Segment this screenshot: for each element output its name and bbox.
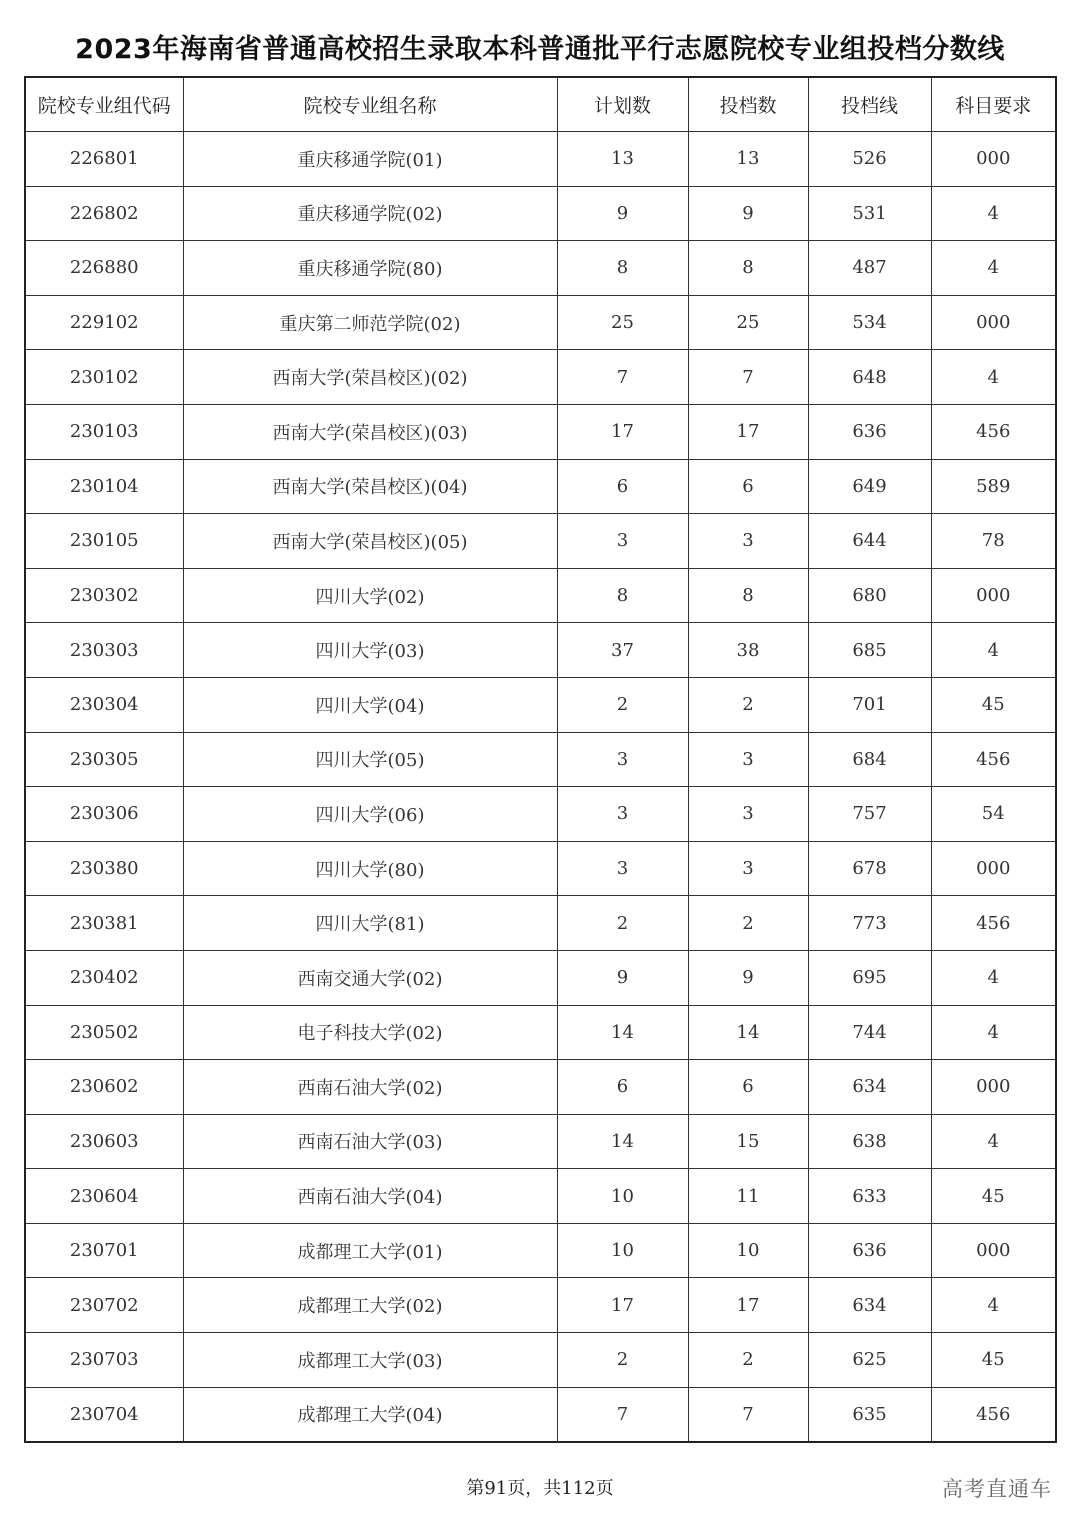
cell-group-code: 230701 [25, 1223, 183, 1278]
cell-group-name: 成都理工大学(02) [183, 1278, 557, 1333]
table-row [25, 132, 1056, 187]
cell-group-name: 四川大学(80) [183, 841, 557, 896]
cell-subject-requirement: 589 [931, 459, 1056, 514]
cell-plan-count: 7 [557, 350, 688, 405]
cell-group-code: 230304 [25, 677, 183, 732]
cell-subject-requirement: 4 [931, 950, 1056, 1005]
cell-group-code: 230306 [25, 787, 183, 842]
cell-admitted-count: 2 [688, 1333, 808, 1388]
cell-group-code: 230703 [25, 1333, 183, 1388]
cell-plan-count: 14 [557, 1005, 688, 1060]
cell-group-name: 四川大学(06) [183, 787, 557, 842]
cell-group-name: 四川大学(05) [183, 732, 557, 787]
cell-admitted-count: 2 [688, 896, 808, 951]
header-subject-requirement: 科目要求 [931, 77, 1056, 132]
cell-group-code: 230380 [25, 841, 183, 896]
table-row [25, 841, 1056, 896]
table-row [25, 896, 1056, 951]
cell-subject-requirement: 45 [931, 677, 1056, 732]
cell-cutoff-score: 649 [808, 459, 931, 514]
table-row [25, 623, 1056, 678]
cell-admitted-count: 9 [688, 950, 808, 1005]
table-row [25, 1169, 1056, 1224]
cell-group-name: 西南大学(荣昌校区)(05) [183, 514, 557, 569]
cell-plan-count: 8 [557, 568, 688, 623]
cell-cutoff-score: 636 [808, 404, 931, 459]
cell-cutoff-score: 773 [808, 896, 931, 951]
cell-group-code: 230402 [25, 950, 183, 1005]
cell-cutoff-score: 531 [808, 186, 931, 241]
cell-admitted-count: 17 [688, 404, 808, 459]
cell-subject-requirement: 456 [931, 896, 1056, 951]
cell-cutoff-score: 487 [808, 241, 931, 296]
cell-cutoff-score: 633 [808, 1169, 931, 1224]
cell-subject-requirement: 000 [931, 568, 1056, 623]
cell-plan-count: 2 [557, 1333, 688, 1388]
cell-group-name: 西南石油大学(04) [183, 1169, 557, 1224]
table-row [25, 186, 1056, 241]
cell-admitted-count: 7 [688, 350, 808, 405]
table-row [25, 295, 1056, 350]
cell-admitted-count: 8 [688, 241, 808, 296]
cell-group-code: 226802 [25, 186, 183, 241]
cell-subject-requirement: 4 [931, 186, 1056, 241]
cell-group-name: 西南石油大学(02) [183, 1060, 557, 1115]
cell-group-name: 成都理工大学(01) [183, 1223, 557, 1278]
cell-admitted-count: 7 [688, 1387, 808, 1442]
table-row [25, 568, 1056, 623]
cell-plan-count: 8 [557, 241, 688, 296]
cell-group-name: 重庆移通学院(02) [183, 186, 557, 241]
header-plan-count: 计划数 [557, 77, 688, 132]
cell-group-name: 电子科技大学(02) [183, 1005, 557, 1060]
cell-admitted-count: 25 [688, 295, 808, 350]
cell-admitted-count: 15 [688, 1114, 808, 1169]
table-header-row [25, 77, 1056, 132]
cell-group-code: 230502 [25, 1005, 183, 1060]
cell-subject-requirement: 456 [931, 1387, 1056, 1442]
cell-plan-count: 6 [557, 459, 688, 514]
cell-cutoff-score: 636 [808, 1223, 931, 1278]
cell-group-code: 230103 [25, 404, 183, 459]
cell-group-name: 四川大学(02) [183, 568, 557, 623]
cell-cutoff-score: 644 [808, 514, 931, 569]
cell-plan-count: 17 [557, 1278, 688, 1333]
cell-group-name: 西南大学(荣昌校区)(03) [183, 404, 557, 459]
cell-subject-requirement: 456 [931, 404, 1056, 459]
cell-subject-requirement: 4 [931, 241, 1056, 296]
cell-group-code: 230105 [25, 514, 183, 569]
table-row [25, 1387, 1056, 1442]
table-row [25, 1114, 1056, 1169]
cell-admitted-count: 3 [688, 514, 808, 569]
cell-group-code: 230704 [25, 1387, 183, 1442]
cell-group-name: 西南大学(荣昌校区)(02) [183, 350, 557, 405]
table-row [25, 732, 1056, 787]
cell-group-code: 226880 [25, 241, 183, 296]
table-row [25, 350, 1056, 405]
cell-admitted-count: 13 [688, 132, 808, 187]
table-row [25, 677, 1056, 732]
cell-cutoff-score: 744 [808, 1005, 931, 1060]
cell-subject-requirement: 4 [931, 350, 1056, 405]
cell-group-name: 四川大学(81) [183, 896, 557, 951]
cell-plan-count: 10 [557, 1169, 688, 1224]
cell-subject-requirement: 54 [931, 787, 1056, 842]
cell-group-name: 四川大学(03) [183, 623, 557, 678]
cell-group-name: 西南交通大学(02) [183, 950, 557, 1005]
cell-cutoff-score: 526 [808, 132, 931, 187]
table-row [25, 459, 1056, 514]
cell-admitted-count: 14 [688, 1005, 808, 1060]
cell-group-code: 230302 [25, 568, 183, 623]
cell-group-code: 230303 [25, 623, 183, 678]
cell-admitted-count: 9 [688, 186, 808, 241]
cell-cutoff-score: 625 [808, 1333, 931, 1388]
cell-plan-count: 13 [557, 132, 688, 187]
cell-group-name: 成都理工大学(03) [183, 1333, 557, 1388]
header-group-name: 院校专业组名称 [183, 77, 557, 132]
cell-plan-count: 3 [557, 514, 688, 569]
table-row [25, 787, 1056, 842]
cell-cutoff-score: 680 [808, 568, 931, 623]
cell-subject-requirement: 45 [931, 1169, 1056, 1224]
table-header [25, 77, 1056, 132]
cell-plan-count: 6 [557, 1060, 688, 1115]
cell-subject-requirement: 45 [931, 1333, 1056, 1388]
admission-score-table [24, 76, 1057, 1443]
header-group-code: 院校专业组代码 [25, 77, 183, 132]
table-row [25, 241, 1056, 296]
cell-plan-count: 37 [557, 623, 688, 678]
cell-cutoff-score: 634 [808, 1060, 931, 1115]
table-row [25, 1005, 1056, 1060]
table-body [25, 132, 1056, 1443]
header-cutoff-score: 投档线 [808, 77, 931, 132]
cell-group-code: 230702 [25, 1278, 183, 1333]
cell-group-code: 230104 [25, 459, 183, 514]
cell-plan-count: 3 [557, 732, 688, 787]
table-row [25, 1223, 1056, 1278]
cell-plan-count: 2 [557, 896, 688, 951]
cell-cutoff-score: 695 [808, 950, 931, 1005]
cell-admitted-count: 3 [688, 787, 808, 842]
table-row [25, 404, 1056, 459]
cell-subject-requirement: 000 [931, 841, 1056, 896]
cell-admitted-count: 10 [688, 1223, 808, 1278]
cell-plan-count: 9 [557, 950, 688, 1005]
cell-subject-requirement: 4 [931, 1005, 1056, 1060]
cell-cutoff-score: 757 [808, 787, 931, 842]
cell-cutoff-score: 634 [808, 1278, 931, 1333]
cell-cutoff-score: 684 [808, 732, 931, 787]
cell-plan-count: 3 [557, 787, 688, 842]
table-row [25, 1333, 1056, 1388]
page-number: 第91页，共112页 [466, 1478, 614, 1499]
cell-cutoff-score: 678 [808, 841, 931, 896]
cell-group-code: 230602 [25, 1060, 183, 1115]
cell-admitted-count: 6 [688, 459, 808, 514]
cell-admitted-count: 17 [688, 1278, 808, 1333]
cell-group-name: 西南石油大学(03) [183, 1114, 557, 1169]
cell-plan-count: 3 [557, 841, 688, 896]
cell-admitted-count: 38 [688, 623, 808, 678]
table-row [25, 1278, 1056, 1333]
cell-group-code: 230381 [25, 896, 183, 951]
cell-group-code: 230603 [25, 1114, 183, 1169]
cell-subject-requirement: 4 [931, 1114, 1056, 1169]
cell-cutoff-score: 638 [808, 1114, 931, 1169]
cell-subject-requirement: 000 [931, 132, 1056, 187]
cell-group-name: 四川大学(04) [183, 677, 557, 732]
cell-cutoff-score: 534 [808, 295, 931, 350]
cell-plan-count: 9 [557, 186, 688, 241]
cell-subject-requirement: 000 [931, 1060, 1056, 1115]
cell-subject-requirement: 000 [931, 1223, 1056, 1278]
cell-admitted-count: 6 [688, 1060, 808, 1115]
cell-plan-count: 17 [557, 404, 688, 459]
cell-group-code: 230305 [25, 732, 183, 787]
cell-plan-count: 10 [557, 1223, 688, 1278]
cell-group-name: 重庆移通学院(01) [183, 132, 557, 187]
cell-cutoff-score: 635 [808, 1387, 931, 1442]
watermark-text: 高考直通车 [942, 1477, 1052, 1501]
cell-admitted-count: 8 [688, 568, 808, 623]
cell-subject-requirement: 000 [931, 295, 1056, 350]
cell-admitted-count: 2 [688, 677, 808, 732]
cell-group-name: 西南大学(荣昌校区)(04) [183, 459, 557, 514]
cell-group-code: 226801 [25, 132, 183, 187]
cell-cutoff-score: 648 [808, 350, 931, 405]
cell-admitted-count: 3 [688, 841, 808, 896]
cell-group-name: 重庆第二师范学院(02) [183, 295, 557, 350]
cell-cutoff-score: 685 [808, 623, 931, 678]
cell-group-name: 成都理工大学(04) [183, 1387, 557, 1442]
table-row [25, 514, 1056, 569]
cell-plan-count: 7 [557, 1387, 688, 1442]
cell-group-code: 230102 [25, 350, 183, 405]
cell-subject-requirement: 456 [931, 732, 1056, 787]
cell-subject-requirement: 4 [931, 1278, 1056, 1333]
table-row [25, 950, 1056, 1005]
cell-subject-requirement: 78 [931, 514, 1056, 569]
cell-group-name: 重庆移通学院(80) [183, 241, 557, 296]
header-admitted-count: 投档数 [688, 77, 808, 132]
cell-admitted-count: 3 [688, 732, 808, 787]
cell-plan-count: 25 [557, 295, 688, 350]
cell-subject-requirement: 4 [931, 623, 1056, 678]
page-title: 2023年海南省普通高校招生录取本科普通批平行志愿院校专业组投档分数线 [75, 34, 1005, 65]
cell-plan-count: 14 [557, 1114, 688, 1169]
cell-cutoff-score: 701 [808, 677, 931, 732]
cell-group-code: 230604 [25, 1169, 183, 1224]
cell-group-code: 229102 [25, 295, 183, 350]
table-row [25, 1060, 1056, 1115]
cell-admitted-count: 11 [688, 1169, 808, 1224]
cell-plan-count: 2 [557, 677, 688, 732]
